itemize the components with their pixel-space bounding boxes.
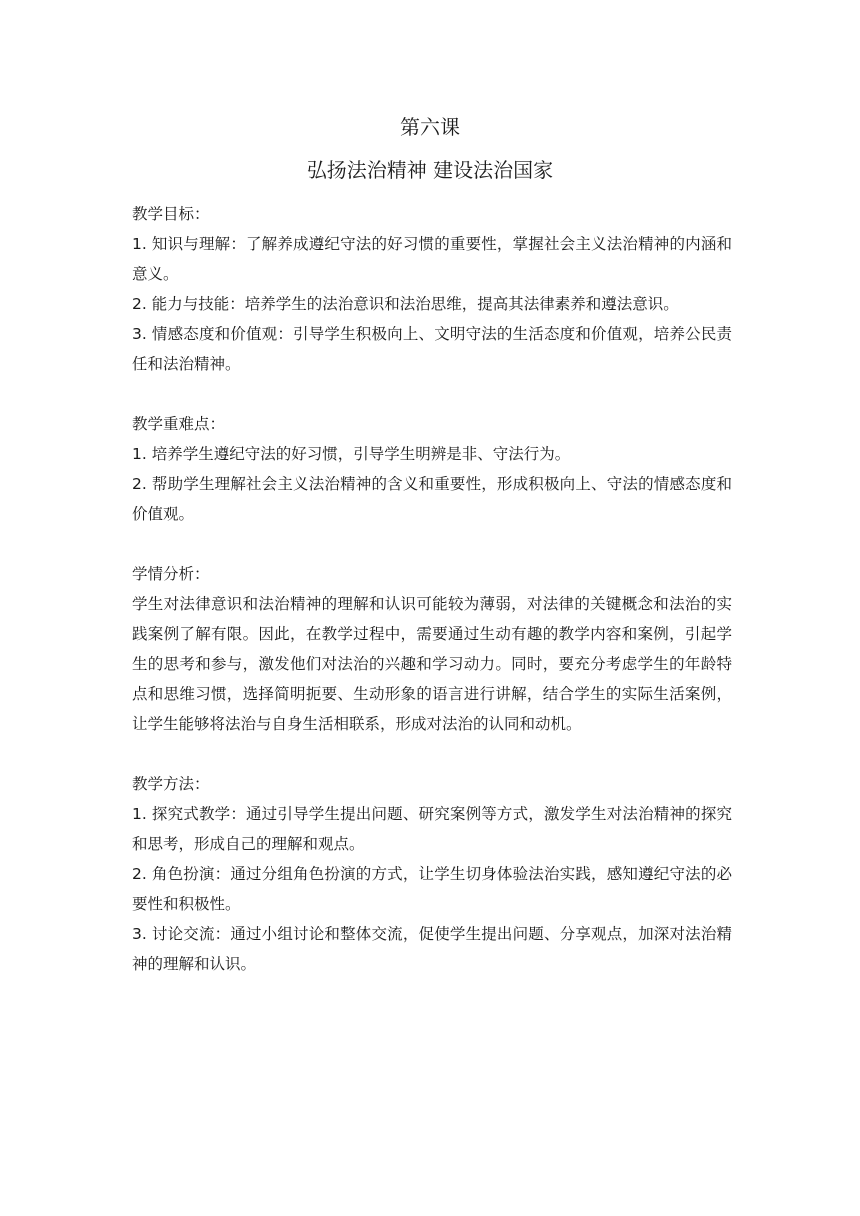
analysis-paragraph: 学生对法律意识和法治精神的理解和认识可能较为薄弱，对法律的关键概念和法治的实践案例了解有限。因此，在教学过程中，需要通过生动有趣的教学内容和案例，引起学生的思考和参与，激发他们对法治的兴趣和学习动力。同时，要充分考虑学生的年龄特点和思维习惯，选择简明扼要、生动形象的语言进行讲解，结合学生的实际生活案例，让学生能够将法治与自身生活相联系，形成对法治的认同和动机。 xyxy=(132,595,732,733)
key-points-item-2: 2. 帮助学生理解社会主义法治精神的含义和重要性，形成积极向上、守法的情感态度和价值观。 xyxy=(132,475,732,523)
methods-item-2: 2. 角色扮演：通过分组角色扮演的方式，让学生切身体验法治实践，感知遵纪守法的必要性和积极性。 xyxy=(132,865,732,913)
lesson-subtitle: 弘扬法治精神 建设法治国家 xyxy=(306,158,554,182)
objectives-item-2: 2. 能力与技能：培养学生的法治意识和法治思维，提高其法律素养和遵法意识。 xyxy=(132,295,679,313)
analysis-heading: 学情分析： xyxy=(132,565,210,583)
objectives-item-3: 3. 情感态度和价值观：引导学生积极向上、文明守法的生活态度和价值观，培养公民责任和法治精神。 xyxy=(132,325,732,373)
objectives-item-1: 1. 知识与理解：了解养成遵纪守法的好习惯的重要性，掌握社会主义法治精神的内涵和意义。 xyxy=(132,235,732,283)
key-points-item-1: 1. 培养学生遵纪守法的好习惯，引导学生明辨是非、守法行为。 xyxy=(132,445,571,463)
key-points-heading: 教学重难点： xyxy=(132,415,226,433)
methods-heading: 教学方法： xyxy=(132,775,210,793)
section-spacer xyxy=(132,379,732,409)
methods-item-1: 1. 探究式教学：通过引导学生提出问题、研究案例等方式，激发学生对法治精神的探究和思考，形成自己的理解和观点。 xyxy=(132,805,732,853)
section-spacer xyxy=(132,529,732,559)
lesson-title: 第六课 xyxy=(400,115,460,139)
section-spacer xyxy=(132,739,732,769)
document-body xyxy=(132,199,732,979)
objectives-heading: 教学目标： xyxy=(132,205,210,223)
methods-item-3: 3. 讨论交流：通过小组讨论和整体交流，促使学生提出问题、分享观点，加深对法治精神的理解和认识。 xyxy=(132,925,732,973)
